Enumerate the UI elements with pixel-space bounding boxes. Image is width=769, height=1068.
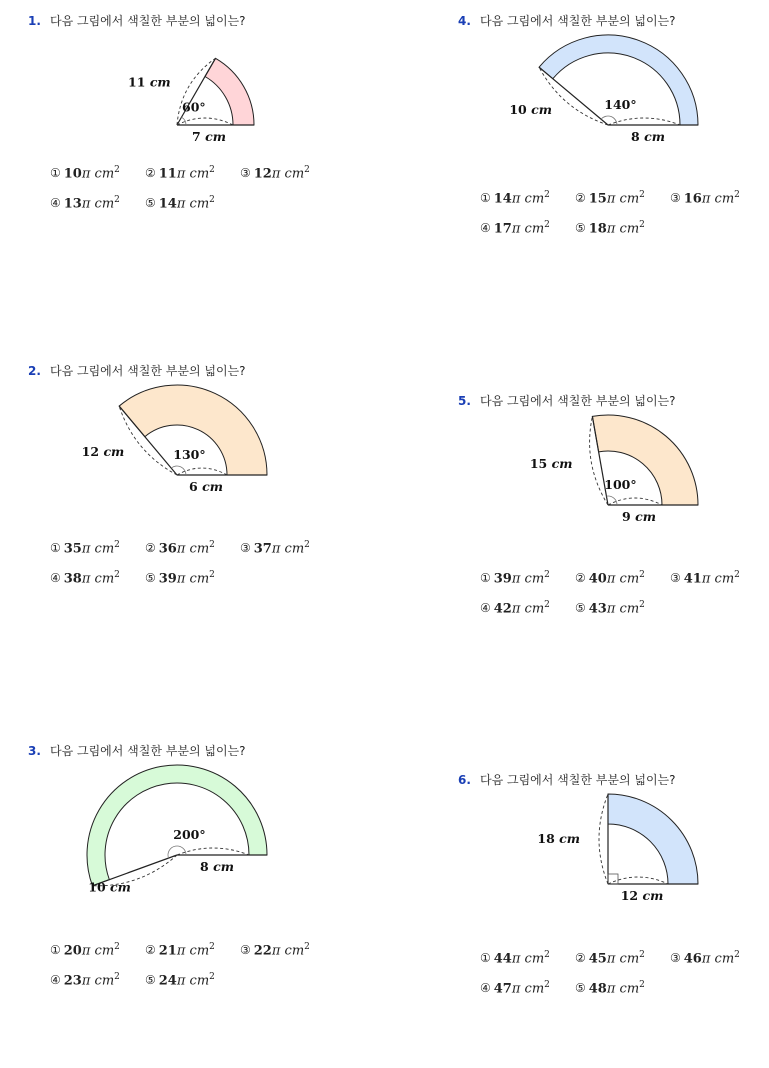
choice-mark: ③ [670, 191, 681, 206]
pi-symbol: π [511, 191, 521, 207]
unit-exponent: 2 [114, 972, 120, 982]
choice-value: 12 [253, 166, 272, 182]
choice-1[interactable] [480, 950, 550, 966]
choice-mark: ⑤ [575, 601, 586, 616]
choice-4[interactable] [480, 220, 550, 236]
pi-symbol: π [511, 601, 521, 617]
angle-label [604, 97, 636, 112]
annulus-sector-figure [456, 25, 716, 155]
angle-label [173, 447, 205, 462]
choice-mark: ③ [240, 943, 251, 958]
outer-radius-value: 12 [81, 444, 100, 460]
pi-symbol: π [606, 571, 616, 587]
area-unit: cm [284, 541, 305, 557]
choice-1[interactable] [480, 570, 550, 586]
pi-symbol: π [81, 196, 91, 212]
outer-radius-value: 15 [529, 455, 548, 471]
outer-radius-unit: cm [149, 74, 171, 90]
choice-3[interactable] [240, 942, 310, 958]
unit-exponent: 2 [114, 570, 120, 580]
choice-mark: ⑤ [145, 196, 156, 211]
choice-3[interactable] [670, 950, 740, 966]
choice-mark: ② [575, 571, 586, 586]
unit-exponent: 2 [209, 195, 215, 205]
area-unit: cm [189, 166, 210, 182]
outer-radius-unit: cm [103, 444, 125, 460]
choice-mark: ① [480, 951, 491, 966]
choice-value: 24 [158, 973, 177, 989]
angle-value: 130 [173, 446, 200, 462]
inner-radius-value: 12 [620, 888, 639, 903]
unit-exponent: 2 [639, 950, 645, 960]
annulus-sector-figure [26, 755, 286, 895]
outer-radius-label [128, 75, 171, 90]
choice-mark: ④ [480, 981, 491, 996]
choice-3[interactable] [670, 190, 740, 206]
unit-exponent: 2 [639, 600, 645, 610]
radius-line-slant [177, 58, 216, 125]
choice-3[interactable] [240, 540, 310, 556]
unit-exponent: 2 [639, 190, 645, 200]
choice-5[interactable] [145, 570, 215, 586]
unit-exponent: 2 [114, 942, 120, 952]
area-unit: cm [189, 541, 210, 557]
annulus-sector-figure [26, 25, 286, 155]
choice-value: 38 [63, 571, 82, 587]
inner-radius-label [622, 509, 656, 524]
angle-label [182, 100, 206, 115]
inner-radius-unit: cm [644, 129, 665, 144]
choice-4[interactable] [50, 972, 120, 988]
annulus-sector-figure [456, 405, 716, 535]
pi-symbol: π [606, 601, 616, 617]
unit-exponent: 2 [544, 190, 550, 200]
pi-symbol: π [176, 541, 186, 557]
choice-2[interactable] [575, 190, 645, 206]
area-unit: cm [189, 196, 210, 212]
area-unit: cm [94, 166, 115, 182]
degree-sign: ° [199, 99, 206, 115]
inner-radius-value: 8 [631, 129, 640, 144]
pi-symbol: π [511, 981, 521, 997]
choice-3[interactable] [240, 165, 310, 181]
choice-value: 18 [588, 221, 607, 237]
shaded-region [205, 58, 254, 125]
choice-value: 40 [588, 571, 607, 587]
unit-exponent: 2 [734, 190, 740, 200]
right-angle-mark [608, 874, 618, 884]
pi-symbol: π [176, 943, 186, 959]
unit-exponent: 2 [304, 165, 310, 175]
pi-symbol: π [606, 221, 616, 237]
choice-mark: ① [50, 541, 61, 556]
choice-mark: ① [50, 166, 61, 181]
angle-label [604, 477, 636, 492]
inner-radius-dimension [177, 848, 249, 855]
choice-value: 14 [493, 191, 512, 207]
shaded-region [608, 794, 698, 884]
inner-radius-unit: cm [205, 129, 226, 144]
shaded-region [87, 765, 267, 886]
area-unit: cm [714, 951, 735, 967]
inner-radius-value: 7 [192, 129, 201, 144]
choice-mark: ④ [480, 221, 491, 236]
choice-5[interactable] [575, 600, 645, 616]
choice-mark: ④ [50, 571, 61, 586]
choice-4[interactable] [480, 980, 550, 996]
choice-mark: ② [575, 191, 586, 206]
unit-exponent: 2 [304, 942, 310, 952]
unit-exponent: 2 [544, 950, 550, 960]
choice-4[interactable] [50, 570, 120, 586]
choice-mark: ⑤ [145, 571, 156, 586]
angle-value: 140 [604, 96, 631, 112]
choice-mark: ③ [240, 166, 251, 181]
choice-mark: ④ [50, 973, 61, 988]
inner-radius-value: 8 [200, 859, 209, 874]
choice-mark: ② [575, 951, 586, 966]
question-text: 다음 그림에서 색칠한 부분의 넓이는? [480, 14, 676, 28]
inner-radius-unit: cm [635, 509, 656, 524]
outer-radius-label [509, 102, 552, 117]
inner-radius-dimension [608, 877, 668, 884]
area-unit: cm [524, 191, 545, 207]
question-text: 다음 그림에서 색칠한 부분의 넓이는? [480, 773, 676, 787]
pi-symbol: π [176, 973, 186, 989]
choice-value: 44 [493, 951, 512, 967]
area-unit: cm [619, 221, 640, 237]
area-unit: cm [94, 943, 115, 959]
pi-symbol: π [606, 951, 616, 967]
outer-radius-value: 10 [88, 879, 106, 895]
choice-value: 47 [493, 981, 512, 997]
choice-2[interactable] [145, 165, 215, 181]
choice-mark: ② [145, 541, 156, 556]
choice-value: 23 [63, 973, 82, 989]
pi-symbol: π [606, 191, 616, 207]
question-text: 다음 그림에서 색칠한 부분의 넓이는? [480, 394, 676, 408]
question-text: 다음 그림에서 색칠한 부분의 넓이는? [50, 364, 246, 378]
inner-radius-value: 6 [189, 479, 198, 494]
choice-5[interactable] [575, 980, 645, 996]
unit-exponent: 2 [209, 972, 215, 982]
choice-1[interactable] [480, 190, 550, 206]
choice-5[interactable] [575, 220, 645, 236]
pi-symbol: π [81, 541, 91, 557]
choice-4[interactable] [480, 600, 550, 616]
unit-exponent: 2 [639, 980, 645, 990]
choice-mark: ④ [50, 196, 61, 211]
pi-symbol: π [271, 166, 281, 182]
area-unit: cm [524, 221, 545, 237]
choice-value: 35 [63, 541, 82, 557]
choice-mark: ⑤ [145, 973, 156, 988]
outer-radius-unit: cm [551, 455, 573, 471]
pi-symbol: π [176, 166, 186, 182]
outer-radius-label [530, 456, 573, 471]
choice-mark: ⑤ [575, 981, 586, 996]
pi-symbol: π [81, 943, 91, 959]
pi-symbol: π [176, 571, 186, 587]
inner-radius-unit: cm [642, 888, 664, 903]
inner-radius-label [200, 859, 234, 874]
area-unit: cm [94, 973, 115, 989]
choice-value: 16 [683, 191, 702, 207]
degree-sign: ° [199, 826, 206, 842]
choice-mark: ② [145, 166, 156, 181]
angle-value: 200 [173, 826, 200, 842]
outer-radius-dimension [599, 794, 608, 884]
angle-value: 100 [604, 476, 631, 492]
area-unit: cm [524, 571, 545, 587]
outer-radius-label [88, 879, 131, 894]
choice-mark: ② [145, 943, 156, 958]
unit-exponent: 2 [734, 570, 740, 580]
choice-5[interactable] [145, 195, 215, 211]
area-unit: cm [189, 571, 210, 587]
question-number: 4. [458, 14, 471, 28]
area-unit: cm [714, 191, 735, 207]
pi-symbol: π [81, 166, 91, 182]
question-number: 5. [458, 394, 471, 408]
question-text: 다음 그림에서 색칠한 부분의 넓이는? [50, 14, 246, 28]
annulus-sector-figure [456, 784, 716, 914]
pi-symbol: π [511, 221, 521, 237]
question-number: 1. [28, 14, 41, 28]
unit-exponent: 2 [639, 570, 645, 580]
choice-2[interactable] [145, 942, 215, 958]
pi-symbol: π [701, 191, 711, 207]
inner-radius-value: 9 [622, 509, 631, 524]
choice-value: 43 [588, 601, 607, 617]
choice-value: 36 [158, 541, 177, 557]
area-unit: cm [524, 601, 545, 617]
outer-radius-unit: cm [531, 101, 552, 117]
inner-radius-label [621, 888, 664, 903]
outer-radius-unit: cm [110, 879, 131, 895]
choice-mark: ① [480, 191, 491, 206]
pi-symbol: π [176, 196, 186, 212]
question-number: 6. [458, 773, 471, 787]
inner-radius-dimension [608, 118, 680, 125]
choice-value: 14 [158, 196, 177, 212]
choice-value: 37 [253, 541, 272, 557]
choice-4[interactable] [50, 195, 120, 211]
choice-2[interactable] [575, 950, 645, 966]
pi-symbol: π [511, 951, 521, 967]
unit-exponent: 2 [114, 165, 120, 175]
area-unit: cm [619, 191, 640, 207]
outer-radius-label [82, 444, 125, 459]
outer-radius-value: 18 [537, 831, 555, 846]
choice-2[interactable] [575, 570, 645, 586]
area-unit: cm [284, 166, 305, 182]
inner-radius-label [192, 129, 226, 144]
choice-value: 46 [683, 951, 702, 967]
choice-mark: ① [480, 571, 491, 586]
pi-symbol: π [606, 981, 616, 997]
choice-5[interactable] [145, 972, 215, 988]
pi-symbol: π [701, 951, 711, 967]
choice-mark: ④ [480, 601, 491, 616]
inner-radius-label [189, 479, 223, 494]
question-number: 3. [28, 744, 41, 758]
unit-exponent: 2 [209, 540, 215, 550]
inner-radius-unit: cm [213, 859, 234, 874]
choice-1[interactable] [50, 540, 120, 556]
unit-exponent: 2 [544, 980, 550, 990]
unit-exponent: 2 [209, 570, 215, 580]
choice-value: 42 [493, 601, 512, 617]
area-unit: cm [189, 973, 210, 989]
pi-symbol: π [271, 943, 281, 959]
choice-value: 11 [158, 166, 177, 182]
outer-radius-label [537, 831, 580, 846]
angle-arc [168, 846, 186, 858]
angle-arc [182, 117, 187, 125]
area-unit: cm [94, 196, 115, 212]
unit-exponent: 2 [544, 600, 550, 610]
unit-exponent: 2 [639, 220, 645, 230]
pi-symbol: π [81, 571, 91, 587]
area-unit: cm [284, 943, 305, 959]
choice-value: 15 [588, 191, 607, 207]
choice-value: 45 [588, 951, 607, 967]
choice-value: 39 [493, 571, 512, 587]
angle-label [173, 827, 205, 842]
pi-symbol: π [271, 541, 281, 557]
choice-value: 21 [158, 943, 177, 959]
degree-sign: ° [199, 446, 206, 462]
degree-sign: ° [630, 96, 637, 112]
pi-symbol: π [511, 571, 521, 587]
inner-radius-label [631, 129, 665, 144]
choice-3[interactable] [670, 570, 740, 586]
angle-value: 60 [182, 99, 200, 115]
area-unit: cm [619, 981, 640, 997]
choice-value: 10 [63, 166, 82, 182]
outer-radius-value: 10 [509, 101, 527, 117]
unit-exponent: 2 [209, 165, 215, 175]
area-unit: cm [619, 571, 640, 587]
unit-exponent: 2 [734, 950, 740, 960]
area-unit: cm [94, 541, 115, 557]
unit-exponent: 2 [114, 195, 120, 205]
area-unit: cm [619, 951, 640, 967]
pi-symbol: π [81, 973, 91, 989]
area-unit: cm [94, 571, 115, 587]
unit-exponent: 2 [114, 540, 120, 550]
choice-mark: ③ [240, 541, 251, 556]
choice-mark: ① [50, 943, 61, 958]
choice-1[interactable] [50, 165, 120, 181]
unit-exponent: 2 [544, 570, 550, 580]
area-unit: cm [524, 981, 545, 997]
choice-value: 13 [63, 196, 82, 212]
question-number: 2. [28, 364, 41, 378]
area-unit: cm [189, 943, 210, 959]
unit-exponent: 2 [209, 942, 215, 952]
choice-value: 39 [158, 571, 177, 587]
unit-exponent: 2 [304, 540, 310, 550]
area-unit: cm [714, 571, 735, 587]
question-text: 다음 그림에서 색칠한 부분의 넓이는? [50, 744, 246, 758]
choice-value: 20 [63, 943, 82, 959]
choice-1[interactable] [50, 942, 120, 958]
choice-value: 41 [683, 571, 702, 587]
inner-radius-unit: cm [202, 479, 223, 494]
outer-radius-unit: cm [559, 831, 580, 846]
unit-exponent: 2 [544, 220, 550, 230]
annulus-sector-figure [26, 375, 286, 505]
choice-value: 48 [588, 981, 607, 997]
choice-mark: ③ [670, 571, 681, 586]
choice-value: 17 [493, 221, 512, 237]
area-unit: cm [619, 601, 640, 617]
area-unit: cm [524, 951, 545, 967]
choice-mark: ⑤ [575, 221, 586, 236]
outer-radius-value: 11 [128, 74, 146, 90]
degree-sign: ° [630, 476, 637, 492]
pi-symbol: π [701, 571, 711, 587]
inner-radius-dimension [177, 468, 227, 475]
choice-value: 22 [253, 943, 272, 959]
choice-mark: ③ [670, 951, 681, 966]
choice-2[interactable] [145, 540, 215, 556]
